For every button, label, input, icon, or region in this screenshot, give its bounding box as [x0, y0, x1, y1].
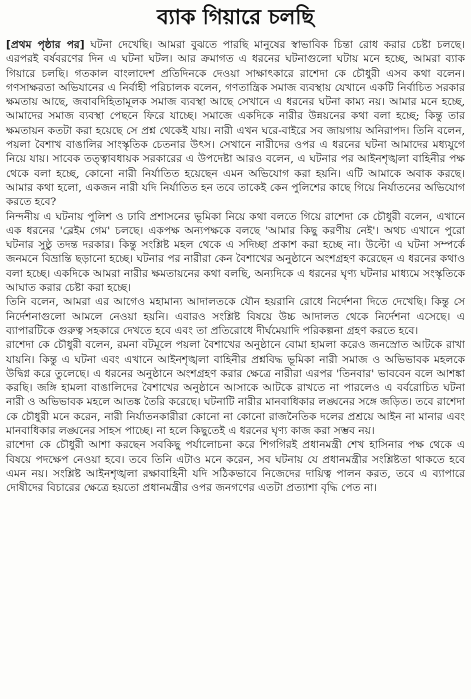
paragraph-text: ঘটনা দেখেছি। আমরা বুঝতে পারছি মানুষের স্বাভাবিক চিন্তা রোধ করার চেষ্টা চলছে। এরপরই বর্ষবরণের দিন এ ঘটনা ঘটল। আর ক্রমাগত এ ধরনের ঘটনাগুলো ঘটায় মনে হচ্ছে, আমরা ব্যাক গিয়ারে চলছি। গতকাল বাংলাদেশ প্রতিদিনকে দেওয়া সাক্ষাৎকারে রাশেদা কে চৌধুরী এসব কথা বলেন। গণসাক্ষরতা অভিযানের এ নির্বাহী পরিচালক বলেন, গণতান্ত্রিক সমাজ ব্যবস্থায় যেখানে একটি নির্বাচিত সরকার ক্ষমতায় আছে, জবাবদিহিতামূলক সমাজ ব্যবস্থা আছে সেখানে এ ধরনের ঘটনা কাম্য নয়। আমার মনে হচ্ছে, আমাদের সমাজ ব্যবস্থা পেছনে ফিরে যাচ্ছে। সমাজে একদিকে নারীর উন্নয়নের কথা বলা হচ্ছে; কিন্তু তার ক্ষমতায়ন কতটা করা হয়েছে সে প্রশ্ন থেকেই যায়। নারী এখন ঘরে-বাইরে সব জায়গায় অনিরাপদ। তিনি বলেন, পয়লা বৈশাখ বাঙালির সাংস্কৃতিক চেতনার উৎস। সেখানে নারীদের ওপর এ ধরনের ঘটনা আমাদের মধ্যযুগে নিয়ে যায়। সাবেক তত্ত্বাবধায়ক সরকারের এ উপদেষ্টা আরও বলেন, এ ঘটনার পর আইনশৃঙ্খলা বাহিনীর পক্ষ থেকে বলা হচ্ছে, কোনো নারী নির্যাতিত হয়েছেন এমন অভিযোগ করা হয়নি। এটি আমাকে অবাক করছে। আমার কথা হলো, একজন নারী যদি নির্যাতিত হন তবে তাকেই কেন পুলিশের কাছে গিয়ে নির্যাতনের অভিযোগ করতে হবে? — [6, 39, 465, 209]
article-paragraph: নিন্দনীয় এ ঘটনায় পুলিশ ও ঢাবি প্রশাসনের ভূমিকা নিয়ে কথা বলতে গিয়ে রাশেদা কে চৌধুরী বলেন, এখানে এক ধরনের 'ব্লেইম গেম' চলছে। একপক্ষ অন্যপক্ষকে বলছে 'আমার কিছু করণীয় নেই'। অথচ এখানে পুরো ঘটনার সুষ্ঠু তদন্ত দরকার। কিন্তু সংশ্লিষ্ট মহল থেকে এ সদিচ্ছা প্রকাশ করা হচ্ছে না। উল্টো এ ঘটনা সম্পর্কে জনমনে বিভ্রান্তি ছড়ানো হচ্ছে। ঘটনার পর নারীরা কেন বৈশাখের অনুষ্ঠানে অংশগ্রহণ করেছেন এ ধরনের কথাও বলা হচ্ছে। একদিকে আমরা নারীর ক্ষমতায়নের কথা বলছি, অন্যদিকে এ ধরনের ঘৃণ্য ঘটনার মাধ্যমে সংস্কৃতিকে আঘাত করার চেষ্টা করা হচ্ছে। — [6, 210, 465, 295]
article-body — [6, 38, 465, 496]
article-paragraph: রাশেদা কে চৌধুরী আশা করছেন সবকিছু পর্যালোচনা করে শিগগিরই প্রধানমন্ত্রী শেখ হাসিনার পক্ষ থেকে এ বিষয়ে পদক্ষেপ নেওয়া হবে। তবে তিনি এটাও মনে করেন, সব ঘটনায় যে প্রধানমন্ত্রীর সংশ্লিষ্টতা থাকতে হবে এমন নয়। সংশ্লিষ্ট আইনশৃঙ্খলা রক্ষাবাহিনী যদি সঠিকভাবে নিজেদের দায়িত্ব পালন করত, তবে এ ব্যাপারে দোষীদের বিচারের ক্ষেত্রে হয়তো প্রধানমন্ত্রীর ওপর জনগণের এতটা প্রত্যাশা বৃদ্ধি পেত না। — [6, 439, 465, 495]
headline: ব্যাক গিয়ারে চলছি — [156, 5, 315, 29]
article-paragraph: রাশেদা কে চৌধুরী বলেন, রমনা বটমূলে পয়লা বৈশাখের অনুষ্ঠানে বোমা হামলা করেও জনস্রোত আটকে রাখা যায়নি। কিন্তু এ ঘটনা এবং এখানে আইনশৃঙ্খলা বাহিনীর প্রশ্নবিদ্ধ ভূমিকা নারী সমাজ ও অভিভাবক মহলকে উদ্বিগ্ন করে তুলেছে। এ ধরনের অনুষ্ঠানে অংশগ্রহণ করার ক্ষেত্রে নারীরা এরপর 'তিনবার' ভাববেন বলে আশঙ্কা করছি। জঙ্গি হামলা বাঙালিদের বৈশাখের অনুষ্ঠানে আসাকে আটকে রাখতে না পারলেও এ বর্বরোচিত ঘটনা নারী ও অভিভাবক মহলে আতঙ্ক তৈরি করেছে। ঘটনাটি নারীর মানবাধিকার লঙ্ঘনের সঙ্গে জড়িত। তবে রাশেদা কে চৌধুরী মনে করেন, নারী নির্যাতনকারীরা কোনো না কোনো রাজনৈতিক দলের প্রশ্রয়ে আইন না মানার এবং মানবাধিকার লঙ্ঘনের সাহস পাচ্ছে। না হলে কিছুতেই এ ধরনের ঘৃণ্য কাজ করা সম্ভব নয়। — [6, 339, 465, 438]
article-paragraph — [6, 38, 465, 210]
article-paragraph: তিনি বলেন, আমরা এর আগেও মহামান্য আদালতকে যৌন হয়রানি রোধে নির্দেশনা দিতে দেখেছি। কিন্তু সে নির্দেশনাগুলো আমলে নেওয়া হয়নি। এবারও সংশ্লিষ্ট বিষয়ে উচ্চ আদালত থেকে নির্দেশনা এসেছে। এ ব্যাপারটিকে গুরুত্ব সহকারে দেখতে হবে এবং তা প্রতিরোধে দীর্ঘমেয়াদি পরিকল্পনা গ্রহণ করতে হবে। — [6, 296, 465, 337]
continued-from-front-page-tag: [প্রথম পৃষ্ঠার পর] — [6, 39, 85, 51]
